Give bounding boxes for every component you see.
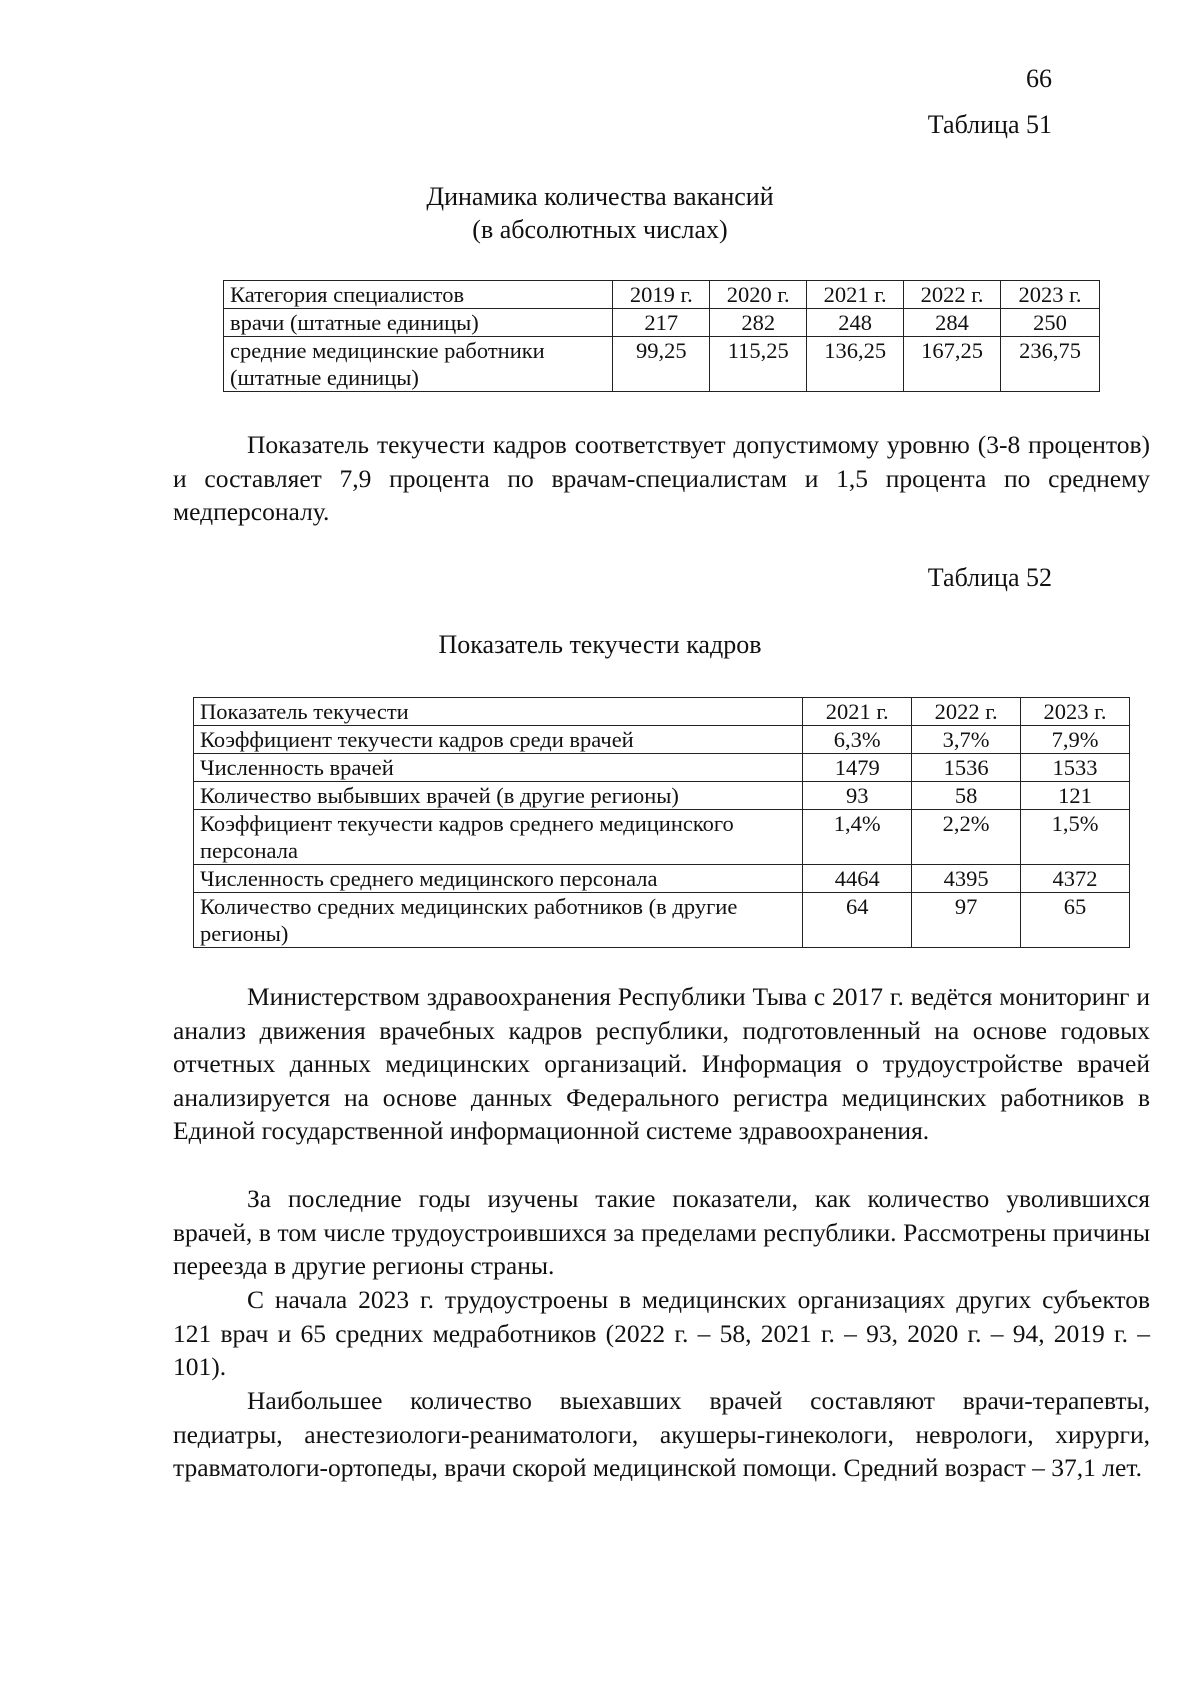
table-cell: 93 <box>803 782 912 810</box>
table-header-cell: 2019 г. <box>613 281 710 309</box>
table-cell: 3,7% <box>912 726 1021 754</box>
paragraph-indicators: За последние годы изучены такие показатели, как количество уволившихся врачей, в том числе трудоустроившихся за пределами республики. Рассмотрены причины переезда в другие регионы страны. <box>173 1184 1150 1280</box>
table-51-title <box>0 180 1200 246</box>
table-cell: 136,25 <box>807 337 904 392</box>
table-51-title-line1: Динамика количества вакансий <box>426 182 774 211</box>
table-cell: 217 <box>613 309 710 337</box>
table-header-cell: Показатель текучести <box>194 698 803 726</box>
table-row <box>194 893 1130 948</box>
paragraph-monitoring: Министерством здравоохранения Республики Тыва с 2017 г. ведётся мониторинг и анализ движения врачебных кадров республики, подготовленный на основе годовых отчетных данных медицинских организаций. Информация о трудоустройстве врачей анализируется на основе данных Федерального регистра медицинских работников в Единой государственной информационной системе здравоохранения. <box>173 982 1150 1145</box>
table-cell: 115,25 <box>710 337 807 392</box>
table-cell: 6,3% <box>803 726 912 754</box>
table-52-label: Таблица 52 <box>927 563 1052 592</box>
table-cell: 65 <box>1021 893 1130 948</box>
table-cell: 1479 <box>803 754 912 782</box>
table-52 <box>193 697 1130 948</box>
paragraph-specialties: Наибольшее количество выехавших врачей составляют врачи-терапевты, педиатры, анестезиологи-реаниматологи, акушеры-гинекологи, неврологи, хирурги, травматологи-ортопеды, врачи скорой медицинской помощи. Средний возраст – 37,1 лет. <box>173 1386 1150 1482</box>
table-cell: 4395 <box>912 865 1021 893</box>
table-header-cell: 2023 г. <box>1001 281 1100 309</box>
table-cell: 7,9% <box>1021 726 1130 754</box>
page-number: 66 <box>1026 64 1052 93</box>
table-cell: 284 <box>904 309 1001 337</box>
table-row <box>224 309 1100 337</box>
table-cell: Количество средних медицинских работников (в другие регионы) <box>194 893 803 948</box>
table-cell: 282 <box>710 309 807 337</box>
table-cell: 1536 <box>912 754 1021 782</box>
table-header-cell: 2023 г. <box>1021 698 1130 726</box>
table-cell: Численность врачей <box>194 754 803 782</box>
table-header-cell: 2021 г. <box>807 281 904 309</box>
table-row <box>194 865 1130 893</box>
table-cell: 4372 <box>1021 865 1130 893</box>
table-cell: 58 <box>912 782 1021 810</box>
table-row <box>194 810 1130 865</box>
table-52-title: Показатель текучести кадров <box>438 630 762 659</box>
table-cell: Количество выбывших врачей (в другие регионы) <box>194 782 803 810</box>
table-row <box>194 698 1130 726</box>
table-cell: 167,25 <box>904 337 1001 392</box>
table-cell: Коэффициент текучести кадров среднего медицинского персонала <box>194 810 803 865</box>
table-header-cell: 2020 г. <box>710 281 807 309</box>
table-row <box>194 782 1130 810</box>
table-cell: Коэффициент текучести кадров среди врачей <box>194 726 803 754</box>
table-cell: 248 <box>807 309 904 337</box>
table-cell: врачи (штатные единицы) <box>224 309 613 337</box>
table-cell: 1,4% <box>803 810 912 865</box>
table-header-cell: Категория специалистов <box>224 281 613 309</box>
paragraph-turnover-rate: Показатель текучести кадров соответствует допустимому уровню (3-8 процентов) и составляет 7,9 процента по врачам-специалистам и 1,5 процента по среднему медперсоналу. <box>173 430 1150 526</box>
paragraph-employment-2023: С начала 2023 г. трудоустроены в медицинских организациях других субъектов 121 врач и 65 средних медработников (2022 г. – 58, 2021 г. – 93, 2020 г. – 94, 2019 г. – 101). <box>173 1285 1150 1381</box>
table-cell: 250 <box>1001 309 1100 337</box>
table-cell: 1533 <box>1021 754 1130 782</box>
table-51 <box>223 280 1100 392</box>
table-cell: 121 <box>1021 782 1130 810</box>
table-cell: 4464 <box>803 865 912 893</box>
table-cell: 97 <box>912 893 1021 948</box>
table-cell: Численность среднего медицинского персонала <box>194 865 803 893</box>
table-cell: 2,2% <box>912 810 1021 865</box>
table-cell: 64 <box>803 893 912 948</box>
table-header-cell: 2021 г. <box>803 698 912 726</box>
table-cell: средние медицинские работники (штатные единицы) <box>224 337 613 392</box>
table-51-title-line2: (в абсолютных числах) <box>472 215 728 244</box>
table-51-label: Таблица 51 <box>927 110 1052 139</box>
table-cell: 99,25 <box>613 337 710 392</box>
table-row <box>224 281 1100 309</box>
table-cell: 236,75 <box>1001 337 1100 392</box>
table-row <box>194 726 1130 754</box>
table-row <box>194 754 1130 782</box>
table-row <box>224 337 1100 392</box>
table-cell: 1,5% <box>1021 810 1130 865</box>
table-header-cell: 2022 г. <box>904 281 1001 309</box>
table-header-cell: 2022 г. <box>912 698 1021 726</box>
